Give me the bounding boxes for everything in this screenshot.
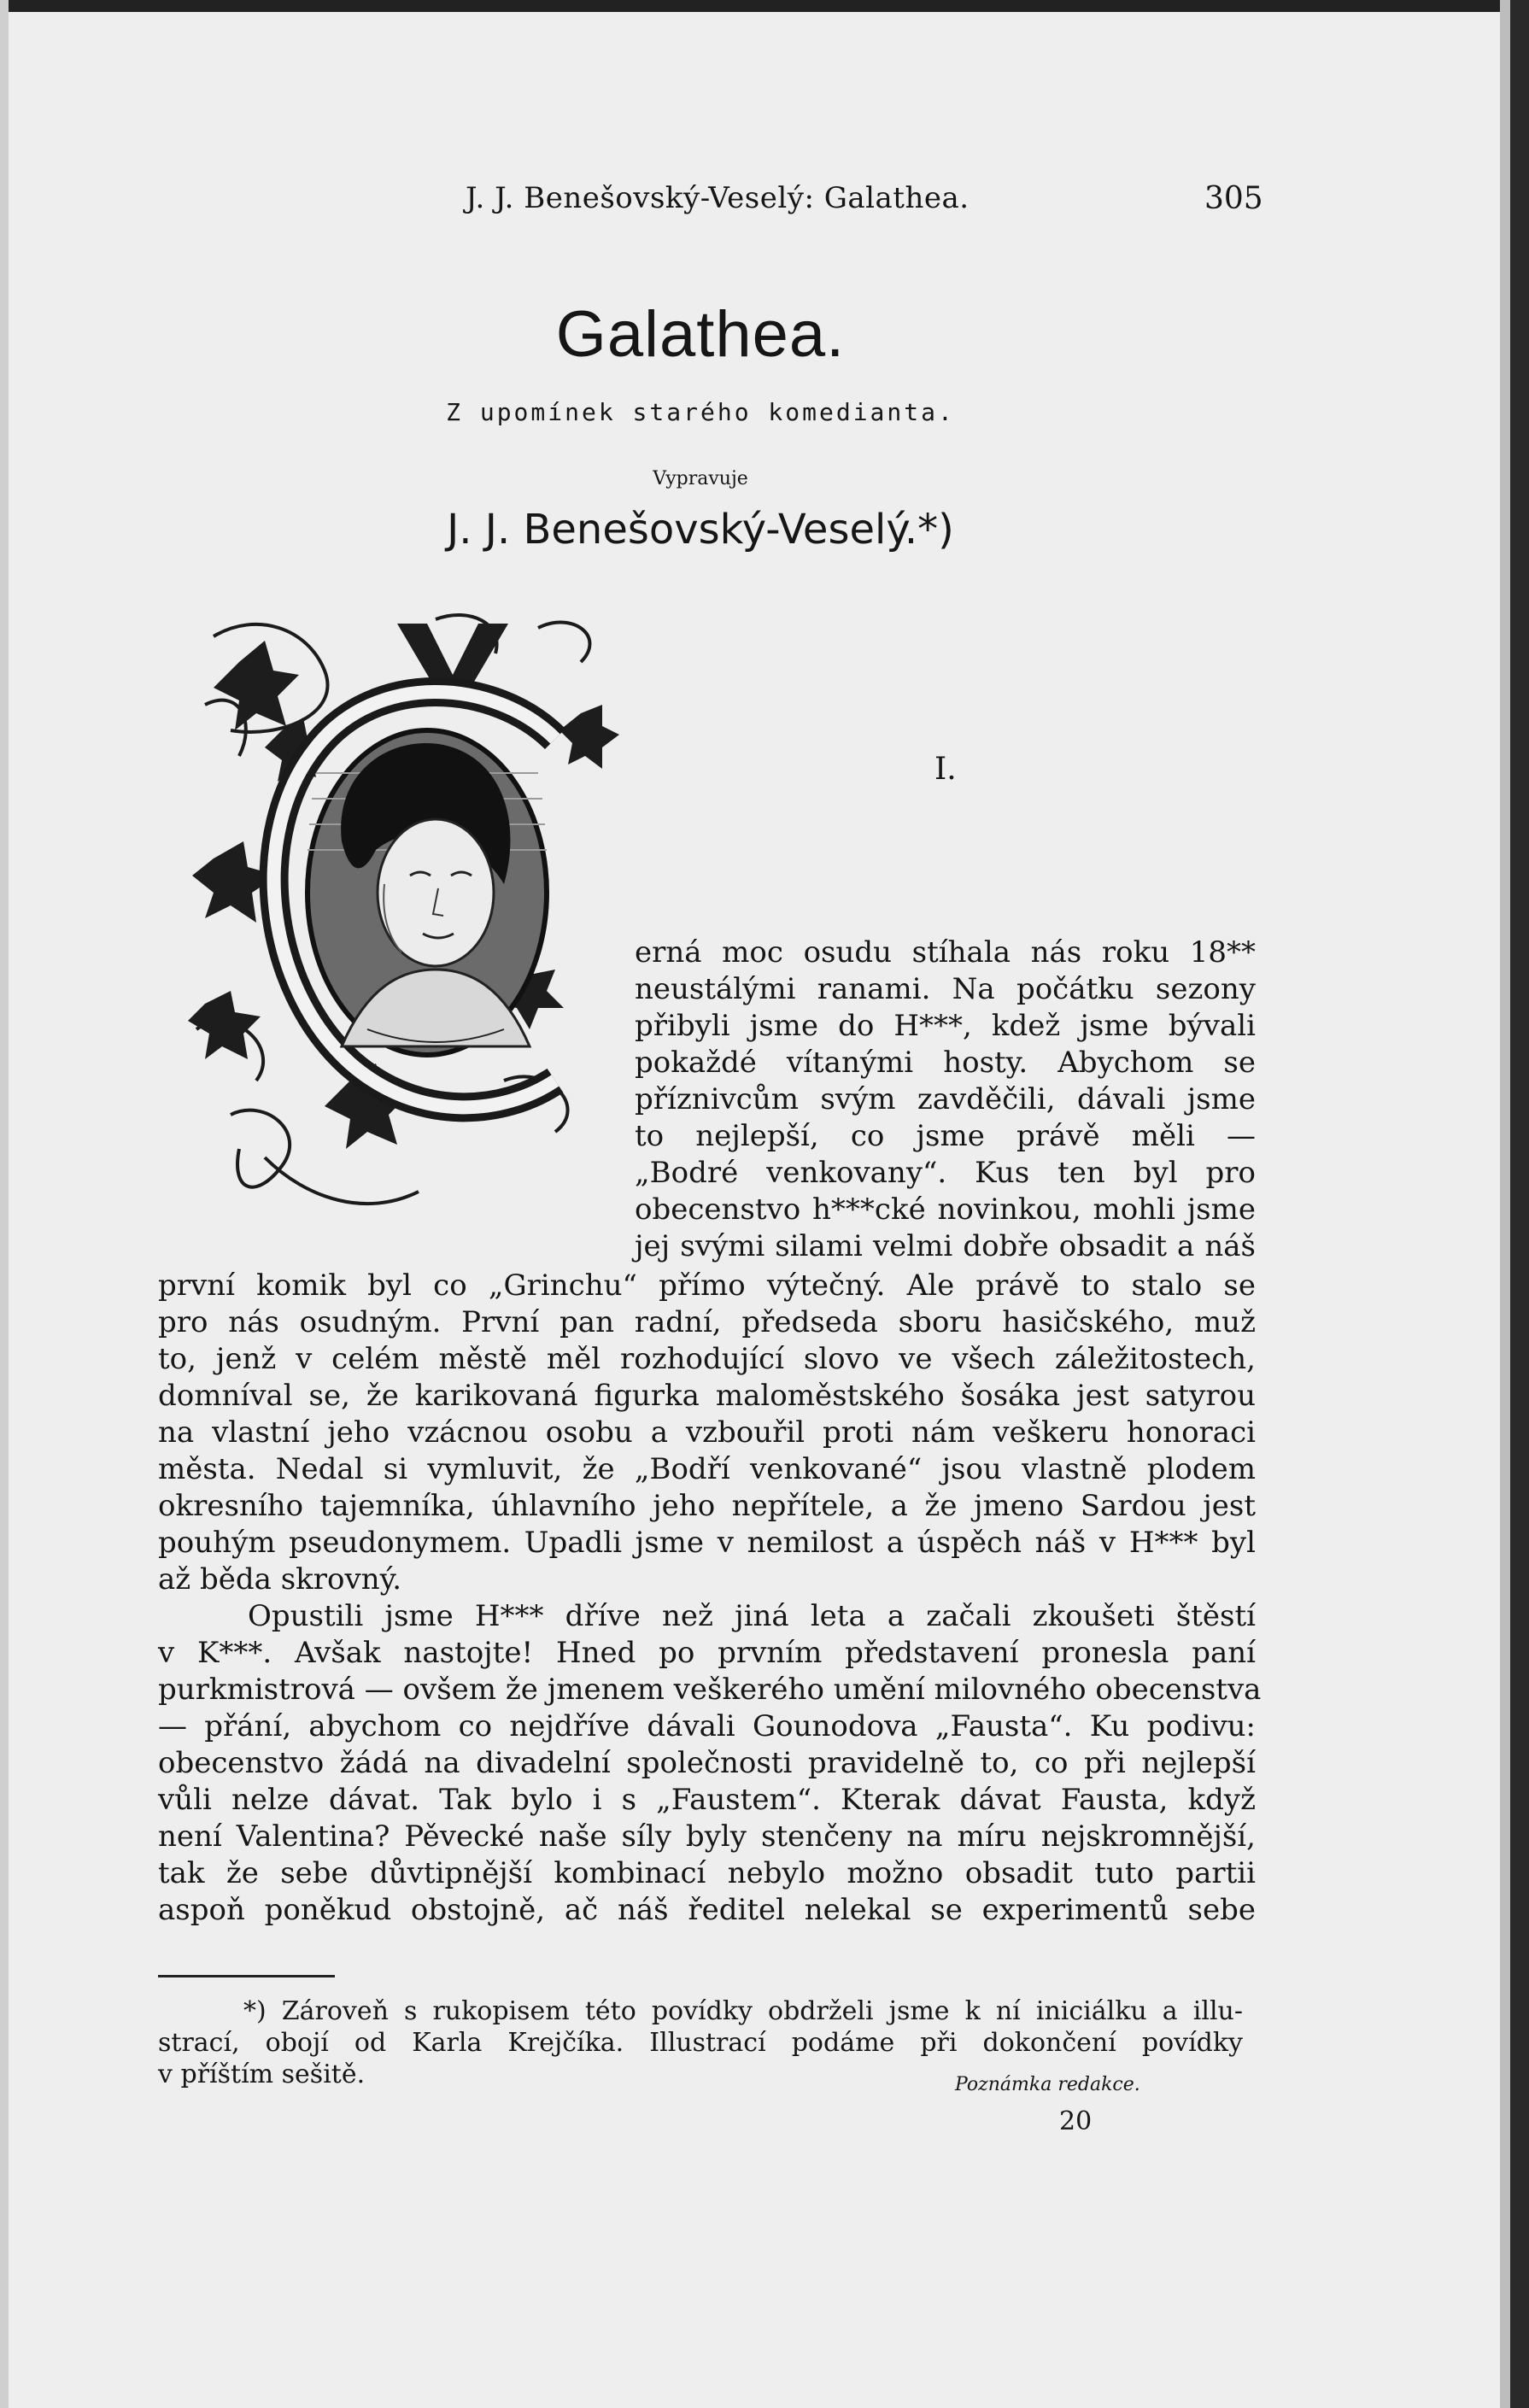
page-number: 305	[1204, 181, 1263, 216]
footnote-line: v příštím sešitě.	[158, 2059, 366, 2089]
text-line: to, jenž v celém městě měl rozhodující slovo ve všech záležitostech,	[158, 1342, 1256, 1376]
text-line: — přání, abychom co nejdříve dávali Gounodova „Fausta“. Ku podivu:	[158, 1709, 1256, 1743]
text-line: až běda skrovný.	[158, 1562, 402, 1597]
text-line: příznivcům svým zavděčili, dávali jsme	[635, 1082, 1256, 1116]
page-title: Galathea.	[555, 298, 846, 371]
footnote-line: strací, obojí od Karla Krejčíka. Illustrací podáme při dokončení povídky	[158, 2028, 1243, 2058]
text-line: okresního tajemníka, úhlavního jeho nepřítele, a že jmeno Sardou jest	[158, 1489, 1256, 1523]
body-paragraphs	[158, 1268, 1262, 1929]
text-line: Opustili jsme H*** dříve než jiná leta a začali zkoušeti štěstí	[248, 1599, 1256, 1633]
text-line: obecenstvo h***cké novinkou, mohli jsme	[635, 1192, 1256, 1227]
footnote-signature: Poznámka redakce.	[955, 2074, 1140, 2095]
text-line: erná moc osudu stíhala nás roku 18**	[635, 935, 1256, 970]
text-line: na vlastní jeho vzácnou osobu a vzbouřil proti nám veškeru honoraci	[158, 1415, 1256, 1450]
footnote-rule	[158, 1975, 335, 1977]
chapter-number: I.	[934, 752, 957, 787]
text-line: přibyli jsme do H***, kdež jsme bývali	[635, 1009, 1256, 1043]
text-line: pro nás osudným. První pan radní, předseda sboru hasičského, muž	[158, 1305, 1256, 1339]
author-name: J. J. Benešovský-Veselý.*)	[447, 506, 954, 554]
text-line: aspoň poněkud obstojně, ač náš ředitel nelekal se experimentů sebe	[158, 1893, 1256, 1927]
text-line: purkmistrová — ovšem že jmenem veškerého umění milovného obecenstva	[158, 1673, 1262, 1707]
text-line: domníval se, že karikovaná figurka maloměstského šosáka jest satyrou	[158, 1379, 1256, 1413]
footnote-line: *) Zároveň s rukopisem této povídky obdrželi jsme k ní iniciálku a illu-	[243, 1996, 1243, 2026]
text-line: jej svými silami velmi dobře obsadit a náš	[635, 1229, 1256, 1263]
scan-edge-right-shadow	[1500, 0, 1510, 2408]
text-line: „Bodré venkovany“. Kus ten byl pro	[635, 1156, 1256, 1190]
running-head: J. J. Benešovský-Veselý: Galathea.	[466, 181, 970, 215]
text-line: první komik byl co „Grinchu“ přímo výtečný. Ale právě to stalo se	[158, 1268, 1256, 1303]
text-line: vůli nelze dávat. Tak bylo i s „Faustem“. Kterak dávat Fausta, když	[158, 1783, 1256, 1817]
text-line: neustálými ranami. Na počátku sezony	[635, 972, 1256, 1006]
text-line: v K***. Avšak nastojte! Hned po prvním představení pronesla paní	[158, 1636, 1256, 1670]
signature-mark: 20	[1059, 2106, 1093, 2136]
scan-edge-top	[0, 0, 1529, 12]
text-line: to nejlepší, co jsme právě měli —	[635, 1119, 1256, 1153]
text-line: pokaždé vítanými hosty. Abychom se	[635, 1046, 1256, 1080]
narrated-by: Vypravuje	[653, 468, 748, 489]
wrapped-paragraph	[635, 934, 1256, 1265]
text-line: není Valentina? Pěvecké naše síly byly stenčeny na míru nejskromnější,	[158, 1819, 1256, 1854]
decorated-initial-c-illustration	[179, 602, 653, 1230]
text-line: pouhým pseudonymem. Upadli jsme v nemilost a úspěch náš v H*** byl	[158, 1526, 1256, 1560]
text-line: města. Nedal si vymluvit, že „Bodří venkované“ jsou vlastně plodem	[158, 1452, 1256, 1486]
subtitle: Z upomínek starého komedianta.	[446, 398, 955, 426]
text-line: obecenstvo žádá na divadelní společnosti pravidelně to, co při nejlepší	[158, 1746, 1256, 1780]
scan-edge-right	[1510, 0, 1529, 2408]
text-line: tak že sebe důvtipnější kombinací nebylo možno obsadit tuto partii	[158, 1856, 1256, 1890]
